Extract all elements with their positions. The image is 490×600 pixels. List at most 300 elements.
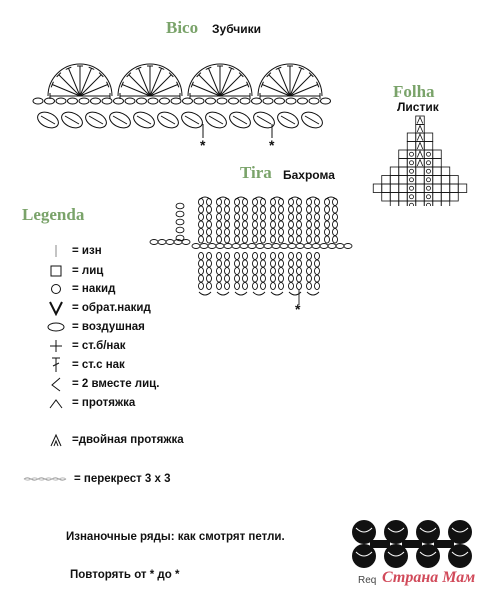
chain-stitch [207,228,212,235]
chain-stitch [217,98,227,104]
chain-stitch [243,267,248,274]
bico-subtitle: Зубчики [212,22,262,36]
chain-stitch [304,244,312,249]
chain-stitch [199,260,204,267]
circle-icon [40,280,72,298]
chain-stitch [297,228,302,235]
tira-repeat-marker: * [295,301,301,317]
chain-stitch [217,260,222,267]
legend-row-yo [40,280,115,298]
chain-stitch [307,213,312,220]
yarn-over-mark [427,195,431,199]
legend-row-k2tog [40,375,159,393]
chain-stitch [199,221,204,228]
chain-stitch [253,260,258,267]
yarn-over-mark [427,152,431,156]
fringe-bottom [307,292,319,295]
chain-stitch [307,282,312,289]
folha-title: Folha [393,82,435,101]
chain-stitch [240,244,248,249]
grid-cell [390,201,399,206]
chain-stitch [207,213,212,220]
chain-stitch [261,236,266,243]
legend-label-chain: = воздушная [72,321,145,333]
scallop-stitch [59,75,80,96]
grid-cell [407,142,416,151]
chain-stitch [289,213,294,220]
chain-stitch [261,282,266,289]
chain-stitch [261,267,266,274]
chain-stitch [275,98,285,104]
chain-stitch [296,244,304,249]
grid-cell [399,184,408,193]
chain-stitch [235,267,240,274]
grid-cell [399,176,408,185]
grid-cell [424,176,433,185]
chain-stitch [199,252,204,259]
grid-cell [433,167,442,176]
chain-stitch [225,282,230,289]
chain-stitch [68,98,78,104]
chain-stitch [289,267,294,274]
grid-cell [433,176,442,185]
scallop-stitch [150,75,171,96]
grid-cell [407,159,416,168]
chain-stitch [315,221,320,228]
legend-row-purl [40,242,102,260]
legend-label-reverse-yo: = обрат.накид [72,302,151,314]
cable-3x3-icon [20,470,70,488]
chain-stitch [315,267,320,274]
chain-stitch [235,213,240,220]
chain-stitch [325,221,330,228]
chain-stitch [158,240,166,245]
chain-stitch [243,213,248,220]
chain-stitch [271,206,276,213]
repeat-note: Повторять от * до * [70,569,180,581]
chain-stitch [297,206,302,213]
chain-stitch [253,252,258,259]
chain-stitch [307,206,312,213]
square-icon [40,262,72,280]
chain-stitch [344,244,352,249]
grid-cell [424,193,433,202]
scallop-stitch [80,75,101,96]
leaf-stitch-vein [113,116,127,124]
scallop-stitch [199,75,220,96]
grid-cell [390,167,399,176]
leaf-stitch-vein [185,116,199,124]
chain-stitch [307,236,312,243]
chain-stitch [253,213,258,220]
chain-stitch [307,267,312,274]
chain-stitch [289,236,294,243]
grid-cell [441,193,450,202]
grid-cell [433,159,442,168]
chain-stitch [243,206,248,213]
folha-grid [370,114,470,206]
chain-stitch [217,206,222,213]
chain-stitch [207,221,212,228]
chain-stitch [271,282,276,289]
chain-stitch [307,275,312,282]
dc-stitch-icon [40,356,72,374]
chain-stitch [325,228,330,235]
leaf-stitch-vein [89,116,103,124]
chain-stitch [289,252,294,259]
plus-icon [40,337,72,355]
chain-stitch [333,236,338,243]
chain-stitch [336,244,344,249]
chain-stitch [272,244,280,249]
fringe-top [271,197,283,200]
grid-cell [433,201,442,206]
fringe-bottom [253,292,265,295]
chain-stitch [235,221,240,228]
scallop-stitch [220,75,241,96]
chain-stitch [279,252,284,259]
legend-row-double-slip [40,431,184,449]
grid-cell [399,150,408,159]
chain-stitch [248,244,256,249]
grid-cell [416,176,425,185]
leaf-stitch-vein [161,116,175,124]
chain-stitch [199,282,204,289]
bico-title: Bico [166,18,199,37]
chain-stitch [307,252,312,259]
chain-stitch [279,228,284,235]
chain-stitch [217,221,222,228]
grid-cell [433,184,442,193]
chain-stitch [225,221,230,228]
chain-stitch [217,275,222,282]
chain-stitch [253,236,258,243]
chain-stitch [279,213,284,220]
grid-cell [424,150,433,159]
chain-stitch [243,260,248,267]
grid-cell [407,167,416,176]
bico-repeat-marker: * [200,137,206,153]
chain-stitch [194,98,204,104]
chain-stitch [279,275,284,282]
chain-stitch [217,228,222,235]
grid-cell [399,159,408,168]
chain-stitch [279,221,284,228]
chain-stitch [207,252,212,259]
tira-subtitle: Бахрома [283,168,335,182]
fringe-top [289,197,301,200]
slip-mark [417,126,423,133]
chain-stitch [235,206,240,213]
chain-stitch [315,260,320,267]
chain-stitch [207,267,212,274]
chain-stitch [207,260,212,267]
slip-mark [417,117,423,124]
chain-stitch [297,282,302,289]
chain-stitch [56,98,66,104]
chain-stitch [243,282,248,289]
slip-mark [417,143,423,150]
legend-row-slip [40,394,135,412]
grid-cell [390,184,399,193]
chain-stitch [325,206,330,213]
chain-stitch [148,98,158,104]
grid-cell [450,193,459,202]
chain-stitch [315,206,320,213]
chain-stitch [235,260,240,267]
grid-cell [416,184,425,193]
grid-cell [424,142,433,151]
vertical-bar-icon [40,242,72,260]
chain-stitch [297,267,302,274]
yarn-over-mark [410,178,414,182]
chain-stitch [315,228,320,235]
chain-stitch [279,206,284,213]
chain-stitch [307,221,312,228]
chain-stitch [261,252,266,259]
chain-stitch [288,244,296,249]
chain-stitch [225,206,230,213]
grid-cell [416,167,425,176]
chain-stitch [207,206,212,213]
legend-row-dc [40,356,125,374]
chain-stitch [137,98,147,104]
chain-stitch [253,206,258,213]
chain-stitch [79,98,89,104]
chain-stitch [271,221,276,228]
grid-cell [458,184,467,193]
grid-cell [407,150,416,159]
chain-stitch [199,206,204,213]
chain-stitch [225,236,230,243]
bico-chart [20,38,350,153]
chain-stitch [312,244,320,249]
chain-oval-icon [40,318,72,336]
chain-stitch [243,236,248,243]
chain-stitch [325,236,330,243]
scallop-stitch [129,75,150,96]
chain-stitch [200,244,208,249]
chain-stitch [333,221,338,228]
slip-mark [417,160,423,167]
grid-cell [407,176,416,185]
yarn-balls-logo [348,518,478,570]
yarn-over-mark [410,152,414,156]
chain-stitch [207,275,212,282]
yarn-over-mark [410,203,414,206]
fringe-top [199,197,211,200]
yarn-connector [402,540,422,548]
chain-stitch [225,260,230,267]
chain-stitch [333,228,338,235]
chain-stitch [315,236,320,243]
fringe-top [325,197,337,200]
chain-stitch [279,282,284,289]
chain-stitch [232,244,240,249]
grid-cell [407,193,416,202]
leaf-stitch-vein [281,116,295,124]
yarn-connector [370,540,390,548]
chain-stitch [297,213,302,220]
grid-cell [390,176,399,185]
chain-stitch [253,267,258,274]
legend-title: Legenda [22,205,85,224]
grid-cell [424,159,433,168]
grid-cell [441,167,450,176]
tira-chart [140,190,360,315]
chain-stitch [307,228,312,235]
chain-stitch [271,236,276,243]
scallop-stitch [290,75,311,96]
chain-stitch [261,260,266,267]
fringe-top [253,197,265,200]
chain-stitch [279,260,284,267]
fringe-bottom [271,292,283,295]
legend-row-knit [40,262,103,280]
chain-stitch [264,244,272,249]
chain-stitch [91,98,101,104]
grid-cell [416,193,425,202]
grid-cell [382,193,391,202]
chain-stitch [208,244,216,249]
chain-stitch [297,260,302,267]
chain-stitch [207,282,212,289]
chain-stitch [216,244,224,249]
leaf-stitch-vein [41,116,55,124]
chain-stitch [263,98,273,104]
watermark-brand: Страна Мам [382,569,476,586]
chain-stitch [271,275,276,282]
slip-icon [40,394,72,412]
legend-label-k2tog: = 2 вместе лиц. [72,378,160,390]
k2tog-icon [40,375,72,393]
chain-stitch [243,221,248,228]
chain-stitch [225,275,230,282]
chain-stitch [261,275,266,282]
chain-stitch [253,275,258,282]
chain-stitch [183,98,193,104]
chain-stitch [199,275,204,282]
chain-stitch [279,236,284,243]
chain-stitch [315,275,320,282]
chain-stitch [33,98,43,104]
chain-stitch [243,275,248,282]
leaf-stitch-vein [257,116,271,124]
chain-stitch [199,267,204,274]
chain-stitch [217,282,222,289]
chain-stitch [217,213,222,220]
yarn-over-mark [410,161,414,165]
chain-stitch [176,219,184,225]
grid-cell [441,176,450,185]
chain-stitch [225,252,230,259]
legend-label-sc: = ст.б/нак [72,340,126,352]
yarn-over-mark [410,195,414,199]
grid-cell [373,184,382,193]
yarn-over-mark [410,169,414,173]
grid-cell [407,133,416,142]
chain-stitch [199,228,204,235]
chain-stitch [271,267,276,274]
chain-stitch [333,206,338,213]
grid-cell [399,167,408,176]
chain-stitch [320,244,328,249]
chain-stitch [297,236,302,243]
tira-title: Tira [240,163,272,182]
grid-cell [450,176,459,185]
chain-stitch [192,244,200,249]
chain-stitch [297,221,302,228]
chain-stitch [297,275,302,282]
chain-stitch [225,267,230,274]
legend-label-knit: = лиц [72,265,104,277]
chain-stitch [279,267,284,274]
fringe-bottom [235,292,247,295]
legend-row-cable [20,470,171,488]
yarn-over-mark [427,186,431,190]
chain-stitch [280,244,288,249]
leaf-stitch-vein [305,116,319,124]
chain-stitch [217,236,222,243]
yarn-over-mark [427,178,431,182]
grid-cell [416,201,425,206]
legend-label-dc: = ст.с нак [72,359,125,371]
chain-stitch [289,275,294,282]
chain-stitch [114,98,124,104]
scallop-stitch [269,75,290,96]
chain-stitch [271,213,276,220]
chain-stitch [325,213,330,220]
chain-stitch [321,98,331,104]
grid-cell [382,176,391,185]
watermark-prefix: Req [358,575,377,586]
double-slip-icon [40,431,72,449]
grid-cell [399,193,408,202]
chain-stitch [328,244,336,249]
chain-stitch [217,252,222,259]
chain-stitch [309,98,319,104]
grid-cell [441,184,450,193]
folha-subtitle: Листик [397,100,439,114]
grid-cell [424,184,433,193]
chain-stitch [261,213,266,220]
chain-stitch [289,206,294,213]
chain-stitch [235,282,240,289]
fringe-top [235,197,247,200]
chain-stitch [315,282,320,289]
fringe-bottom [199,292,211,295]
chain-stitch [271,252,276,259]
grid-cell [382,184,391,193]
chain-stitch [207,236,212,243]
legend-label-yo: = накид [72,283,116,295]
fringe-bottom [217,292,229,295]
chain-stitch [243,228,248,235]
chain-stitch [298,98,308,104]
chain-stitch [229,98,239,104]
chain-stitch [206,98,216,104]
slip-mark [417,151,423,158]
chain-stitch [176,203,184,209]
chain-stitch [315,252,320,259]
yarn-over-mark [427,169,431,173]
chain-stitch [256,244,264,249]
chain-stitch [307,260,312,267]
legend-row-sc [40,337,126,355]
chain-stitch [333,213,338,220]
chain-stitch [261,206,266,213]
chain-stitch [224,244,232,249]
